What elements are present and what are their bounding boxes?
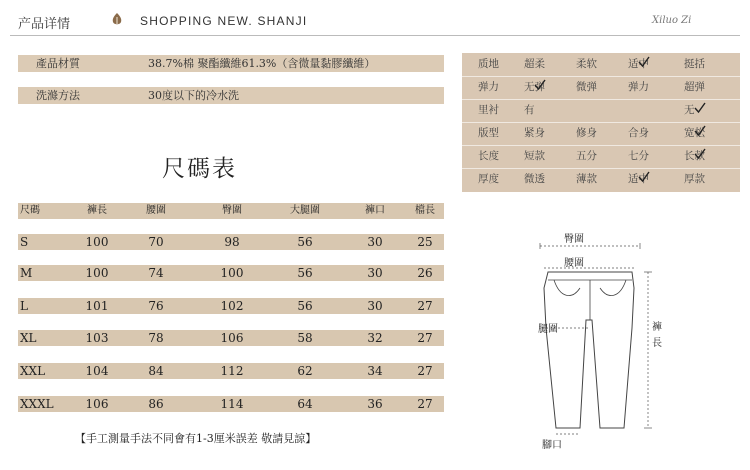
size-table-row xyxy=(18,396,444,412)
logo-icon xyxy=(110,12,124,26)
size-table-row xyxy=(18,363,444,379)
table-cell: 64 xyxy=(297,397,313,411)
header-cell: 腰圍 xyxy=(146,205,166,216)
table-cell: 98 xyxy=(224,235,240,249)
attribute-option: 无 xyxy=(684,104,695,116)
attribute-option: 适中 xyxy=(628,58,649,70)
attribute-row xyxy=(462,168,740,191)
attribute-option: 合身 xyxy=(628,127,649,139)
waist-label: 腰圍 xyxy=(564,258,584,269)
table-cell: XL xyxy=(20,331,37,345)
attribute-panel xyxy=(462,53,740,192)
table-cell: 78 xyxy=(148,331,164,345)
table-cell: 62 xyxy=(297,364,313,378)
attribute-row xyxy=(462,122,740,145)
header-cell: 檔長 xyxy=(415,205,435,216)
attribute-option: 有 xyxy=(524,104,535,116)
page-title: 产品详情 xyxy=(18,17,71,32)
header-cell: 大腿圍 xyxy=(290,205,320,216)
material-row xyxy=(18,55,444,72)
table-cell: 86 xyxy=(148,397,164,411)
check-icon xyxy=(694,102,706,114)
material-label: 產品材質 xyxy=(36,57,80,70)
header-cell: 臀圍 xyxy=(222,205,242,216)
table-cell: 84 xyxy=(148,364,164,378)
size-chart-title: 尺碼表 xyxy=(162,156,237,182)
hem-label: 腳口 xyxy=(542,440,562,451)
table-cell: 56 xyxy=(297,299,313,313)
check-icon xyxy=(638,56,650,68)
table-cell: 100 xyxy=(85,235,109,249)
pants-diagram xyxy=(528,228,678,453)
table-cell: 30 xyxy=(367,235,383,249)
attribute-option: 长款 xyxy=(684,150,705,162)
attribute-label: 版型 xyxy=(478,127,499,139)
table-cell: 27 xyxy=(417,299,433,313)
table-cell: 36 xyxy=(367,397,383,411)
table-cell: 30 xyxy=(367,299,383,313)
table-cell: 27 xyxy=(417,331,433,345)
table-cell: L xyxy=(20,299,28,313)
table-cell: XXL xyxy=(20,364,46,378)
attribute-row xyxy=(462,99,740,122)
attribute-option: 弹力 xyxy=(628,81,649,93)
header-cell: 褲長 xyxy=(87,205,107,216)
check-icon xyxy=(638,171,650,183)
attribute-label: 质地 xyxy=(478,58,499,70)
header-signature: Xiluo Zi xyxy=(652,15,692,26)
table-cell: 76 xyxy=(148,299,164,313)
row-divider xyxy=(462,99,740,100)
attribute-option: 薄款 xyxy=(576,173,597,185)
attribute-row xyxy=(462,145,740,168)
attribute-option: 超弹 xyxy=(684,81,705,93)
attribute-option: 无弹 xyxy=(524,81,545,93)
size-table-row xyxy=(18,298,444,314)
attribute-option: 修身 xyxy=(576,127,597,139)
table-cell: 26 xyxy=(417,266,433,280)
attribute-label: 里衬 xyxy=(478,104,499,116)
attribute-option: 短款 xyxy=(524,150,545,162)
table-cell: 104 xyxy=(85,364,109,378)
size-table-row xyxy=(18,330,444,346)
table-cell: M xyxy=(20,266,33,280)
length-label: 褲長 xyxy=(652,322,662,349)
table-cell: 106 xyxy=(220,331,244,345)
table-cell: 32 xyxy=(367,331,383,345)
table-cell: S xyxy=(20,235,29,249)
table-cell: 114 xyxy=(220,397,244,411)
header-cell: 褲口 xyxy=(365,205,385,216)
table-cell: 70 xyxy=(148,235,164,249)
table-cell: 106 xyxy=(85,397,109,411)
table-cell: 34 xyxy=(367,364,383,378)
table-cell: 58 xyxy=(297,331,313,345)
attribute-label: 厚度 xyxy=(478,173,499,185)
attribute-option: 五分 xyxy=(576,150,597,162)
table-cell: 74 xyxy=(148,266,164,280)
table-cell: 100 xyxy=(220,266,244,280)
size-table-row xyxy=(18,265,444,281)
hip-label: 臀圍 xyxy=(564,234,584,245)
table-cell: 56 xyxy=(297,266,313,280)
table-cell: 100 xyxy=(85,266,109,280)
table-cell: 101 xyxy=(85,299,109,313)
attribute-option: 适中 xyxy=(628,173,649,185)
attribute-option: 微弹 xyxy=(576,81,597,93)
table-cell: 27 xyxy=(417,364,433,378)
table-cell: 102 xyxy=(220,299,244,313)
size-table-row xyxy=(18,234,444,250)
attribute-option: 宽松 xyxy=(684,127,705,139)
check-icon xyxy=(534,79,546,91)
washing-row xyxy=(18,87,444,104)
check-icon xyxy=(694,148,706,160)
header-cell: 尺碼 xyxy=(20,205,40,216)
table-cell: 56 xyxy=(297,235,313,249)
attribute-option: 厚款 xyxy=(684,173,705,185)
table-cell: 30 xyxy=(367,266,383,280)
attribute-row xyxy=(462,53,740,76)
attribute-label: 弹力 xyxy=(478,81,499,93)
washing-value: 30度以下的冷水洗 xyxy=(148,89,239,102)
attribute-option: 七分 xyxy=(628,150,649,162)
material-value: 38.7%棉 聚酯纖維61.3%（含微量黏膠纖維） xyxy=(148,57,376,70)
attribute-option: 柔软 xyxy=(576,58,597,70)
table-cell: XXXL xyxy=(20,397,54,411)
attribute-option: 紧身 xyxy=(524,127,545,139)
table-cell: 25 xyxy=(417,235,433,249)
attribute-label: 长度 xyxy=(478,150,499,162)
measurement-note: 【手工測量手法不同會有1-3厘米誤差 敬請見諒】 xyxy=(75,432,317,445)
size-table-header xyxy=(18,203,444,219)
attribute-row xyxy=(462,76,740,99)
check-icon xyxy=(694,125,706,137)
header-divider xyxy=(10,35,740,36)
attribute-option: 微透 xyxy=(524,173,545,185)
table-cell: 103 xyxy=(85,331,109,345)
table-cell: 112 xyxy=(220,364,244,378)
attribute-option: 超柔 xyxy=(524,58,545,70)
attribute-option: 挺括 xyxy=(684,58,705,70)
washing-label: 洗滌方法 xyxy=(36,89,80,102)
header-subtitle: SHOPPING NEW. SHANJI xyxy=(140,14,308,28)
thigh-label: 腿圍 xyxy=(538,324,558,335)
table-cell: 27 xyxy=(417,397,433,411)
